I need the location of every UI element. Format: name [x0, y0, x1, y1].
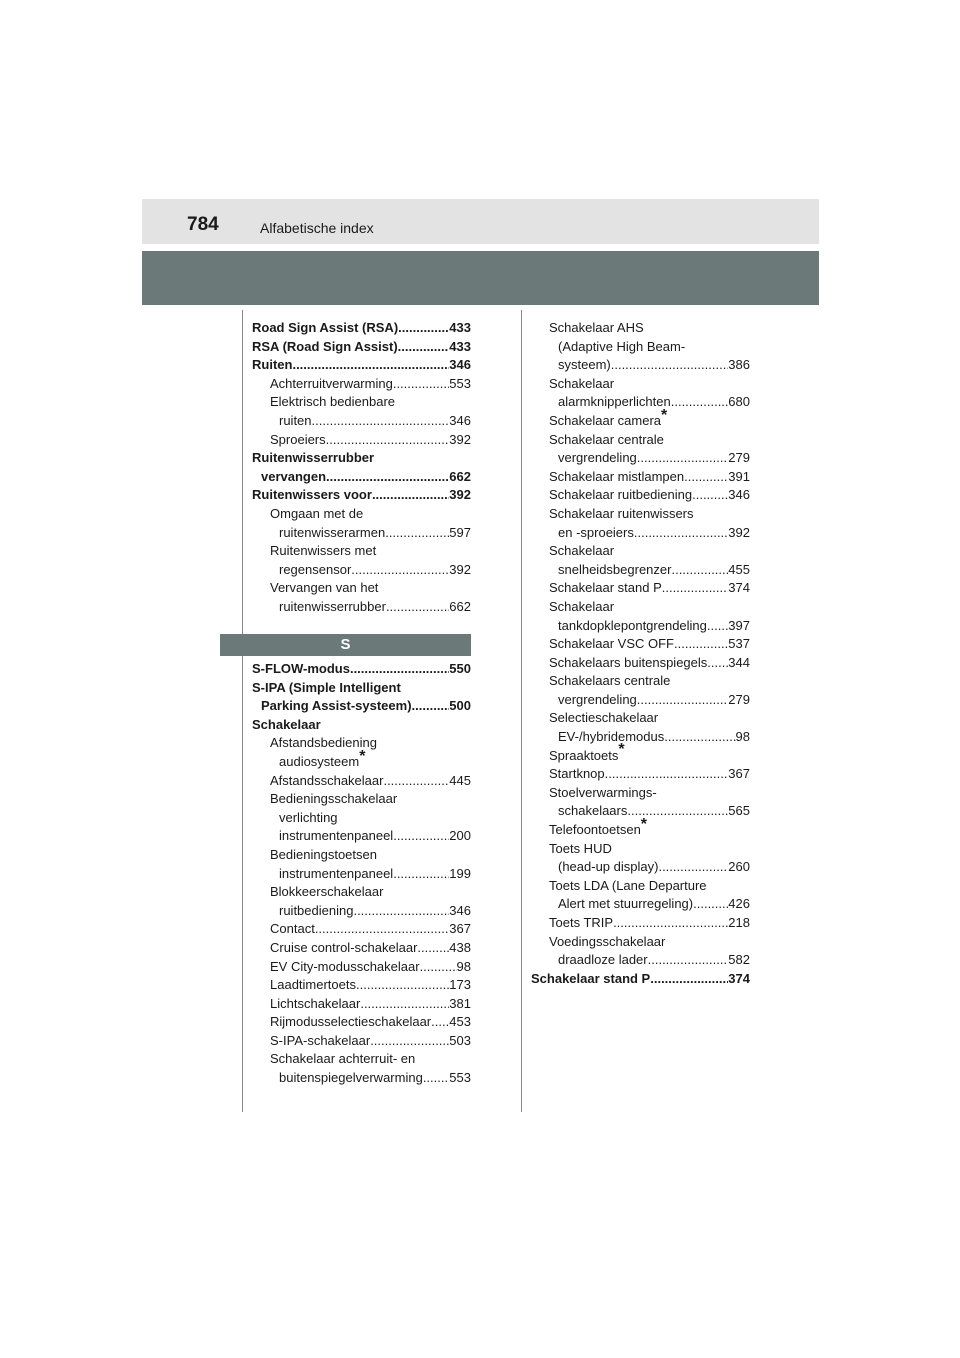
index-entry-text: Schakelaar VSC OFF — [549, 636, 674, 652]
dot-leader — [360, 995, 449, 1014]
footnote-asterisk-icon: * — [359, 747, 366, 765]
index-entry-text: Sproeiers — [270, 431, 326, 447]
page-reference[interactable]: 367 — [728, 766, 750, 782]
index-entry — [252, 579, 471, 616]
dot-leader — [372, 486, 449, 505]
page-reference[interactable]: 374 — [728, 970, 750, 986]
index-entry — [252, 734, 471, 771]
index-entry — [252, 883, 471, 920]
dot-leader — [326, 468, 449, 487]
index-entry — [252, 449, 471, 486]
letter-heading-s: S — [220, 634, 471, 656]
dot-leader — [707, 654, 728, 673]
dot-leader — [312, 412, 450, 431]
index-entry-text: draadloze lader — [558, 952, 648, 968]
page-reference[interactable]: 346 — [449, 902, 471, 918]
index-entry — [531, 505, 750, 542]
index-entry-text: EV-/hybridemodus — [558, 729, 665, 745]
dot-leader — [707, 617, 728, 636]
index-entry-text: Schakelaar — [252, 716, 321, 732]
index-entry-text: Alert met stuurregeling) — [558, 896, 694, 912]
index-entry — [531, 741, 750, 766]
page-reference[interactable]: 200 — [449, 828, 471, 844]
page-reference[interactable]: 438 — [449, 939, 471, 955]
index-entry-text: EV City-modusschakelaar — [270, 958, 420, 974]
column-divider-left — [242, 310, 243, 1112]
dot-leader — [693, 895, 728, 914]
index-entry-text: Contact — [270, 921, 315, 937]
index-entry — [252, 976, 471, 995]
index-entry-text: Schakelaar achterruit- en — [270, 1051, 416, 1067]
page-reference[interactable]: 565 — [728, 803, 750, 819]
index-entry-text: Cruise control-schakelaar — [270, 939, 418, 955]
index-entry-text: Spraaktoets* — [549, 741, 625, 763]
page-reference[interactable]: 346 — [449, 357, 471, 373]
dot-leader — [605, 765, 729, 784]
index-entry-text: S-IPA-schakelaar — [270, 1032, 371, 1048]
index-entry — [252, 375, 471, 394]
section-title: Alfabetische index — [260, 220, 374, 236]
page-reference[interactable]: 550 — [449, 661, 471, 676]
index-entry — [531, 468, 750, 487]
index-entry — [531, 598, 750, 635]
index-entry — [252, 716, 471, 735]
dot-leader — [393, 827, 449, 846]
page-reference[interactable]: 392 — [449, 487, 471, 503]
page-reference[interactable]: 445 — [449, 772, 471, 788]
index-entry — [252, 542, 471, 579]
index-entry-text: instrumentenpaneel — [279, 828, 394, 844]
index-entry-text: Schakelaar — [549, 543, 615, 559]
index-entry-text: S-FLOW-modus — [252, 661, 350, 676]
page-reference[interactable]: 397 — [728, 617, 750, 633]
index-entry-text: Schakelaar centrale — [549, 431, 664, 447]
index-entry-text: ruitenwisserrubber — [279, 598, 386, 614]
page-reference[interactable]: 392 — [728, 524, 750, 540]
index-entry-text: Road Sign Assist (RSA) — [252, 320, 399, 335]
dot-leader — [637, 449, 729, 468]
index-entry — [531, 542, 750, 579]
chapter-band — [142, 251, 819, 305]
index-entry — [531, 765, 750, 784]
index-entry — [252, 939, 471, 958]
page-reference[interactable]: 455 — [728, 561, 750, 577]
index-entry-text: Lichtschakelaar — [270, 995, 361, 1011]
index-entry-text: snelheidsbegrenzer — [558, 561, 672, 577]
header-band — [142, 199, 819, 244]
footnote-asterisk-icon: * — [618, 741, 625, 759]
dot-leader — [350, 660, 449, 679]
dot-leader — [648, 951, 729, 970]
index-entry — [531, 709, 750, 746]
index-entry-text: regensensor — [279, 561, 352, 577]
page-reference[interactable]: 367 — [449, 921, 471, 937]
index-entry — [252, 393, 471, 430]
dot-leader — [692, 486, 728, 505]
index-entry-text: Ruitenwissers met — [270, 543, 377, 559]
page-reference[interactable]: 503 — [449, 1032, 471, 1048]
index-entry-text: Afstandsschakelaar — [270, 772, 384, 788]
dot-leader — [431, 1013, 449, 1032]
index-entry-text: alarmknipperlichten — [558, 394, 671, 410]
index-entry-text: Toets TRIP — [549, 915, 614, 930]
dot-leader — [326, 431, 450, 450]
page-reference[interactable]: 680 — [728, 394, 750, 410]
dot-leader — [613, 914, 728, 933]
index-entry — [531, 672, 750, 709]
index-entry-text: Ruitenwissers voor — [252, 487, 372, 503]
dot-leader — [637, 691, 729, 710]
dot-leader — [684, 468, 728, 487]
index-entry-text: vervangen — [261, 468, 327, 484]
page-reference[interactable]: 433 — [449, 338, 471, 354]
index-entry — [252, 660, 471, 679]
index-entry-text: Toets HUD — [549, 840, 612, 856]
index-entry-text: Afstandsbediening — [270, 735, 377, 751]
index-entry-text: Schakelaar AHS — [549, 320, 644, 335]
column-divider-middle — [521, 310, 522, 1112]
dot-leader — [393, 865, 449, 884]
index-entry — [252, 431, 471, 450]
index-entry-text: Schakelaars buitenspiegels — [549, 654, 708, 670]
page-reference[interactable]: 392 — [449, 561, 471, 577]
index-entry — [531, 933, 750, 970]
index-entry-text: Schakelaars centrale — [549, 673, 671, 689]
index-entry — [531, 375, 750, 412]
index-entry-text: (Adaptive High Beam- — [558, 338, 686, 354]
page-reference[interactable]: 98 — [456, 958, 471, 974]
index-entry-text: Elektrisch bedienbare — [270, 394, 396, 410]
index-entry-text: Parking Assist-systeem) — [261, 698, 412, 714]
footnote-asterisk-icon: * — [661, 406, 668, 424]
index-entry — [531, 319, 750, 375]
page-reference[interactable]: 582 — [728, 952, 750, 968]
dot-leader — [634, 524, 728, 543]
dot-leader — [370, 1032, 449, 1051]
dot-leader — [417, 939, 449, 958]
index-entry-text: (head-up display) — [558, 859, 659, 875]
index-entry-text: Schakelaar ruitenwissers — [549, 505, 694, 521]
index-entry — [531, 406, 750, 431]
page-reference[interactable]: 279 — [728, 691, 750, 707]
dot-leader — [398, 319, 449, 338]
index-entry — [252, 772, 471, 791]
index-entry — [252, 1032, 471, 1051]
index-entry-text: Bedieningsschakelaar — [270, 791, 398, 807]
dot-leader — [420, 958, 457, 977]
page-reference[interactable]: 199 — [449, 865, 471, 881]
index-entry — [252, 920, 471, 939]
index-entry — [531, 431, 750, 468]
index-entry-text: Ruitenwisserrubber — [252, 450, 375, 466]
dot-leader — [292, 356, 449, 375]
index-entry — [252, 1050, 471, 1087]
index-entry — [252, 505, 471, 542]
page-reference[interactable]: 553 — [449, 1070, 471, 1086]
dot-leader — [315, 920, 449, 939]
index-entry-text: Stoelverwarmings- — [549, 784, 657, 800]
index-entry — [531, 815, 750, 840]
index-entry-text: vergrendeling — [558, 691, 637, 707]
index-entry-text: Voedingsschakelaar — [549, 933, 666, 949]
page-reference[interactable]: 260 — [728, 859, 750, 875]
page-reference[interactable]: 433 — [449, 320, 471, 335]
index-entry-text: Startknop — [549, 766, 605, 782]
page-reference[interactable]: 344 — [728, 654, 750, 670]
page-reference[interactable]: 346 — [449, 412, 471, 428]
dot-leader — [383, 772, 449, 791]
index-entry-text: schakelaars — [558, 803, 628, 819]
index-entry — [252, 995, 471, 1014]
page-reference[interactable]: 500 — [449, 698, 471, 714]
page-reference[interactable]: 218 — [728, 915, 750, 930]
index-entry — [531, 840, 750, 877]
index-entry — [531, 654, 750, 673]
dot-leader — [423, 1069, 449, 1088]
page-reference[interactable]: 392 — [449, 431, 471, 447]
page-reference[interactable]: 662 — [449, 598, 471, 614]
index-entry — [252, 790, 471, 846]
index-entry — [531, 579, 750, 598]
dot-leader — [674, 635, 728, 654]
page-reference[interactable]: 453 — [449, 1014, 471, 1030]
index-entry-text: Schakelaar camera* — [549, 406, 668, 428]
index-column-1-bottom — [252, 660, 471, 1088]
dot-leader — [351, 561, 449, 580]
dot-leader — [356, 976, 449, 995]
index-entry-text: S-IPA (Simple Intelligent — [252, 679, 401, 695]
dot-leader — [662, 579, 729, 598]
dot-leader — [398, 338, 450, 357]
index-entry-text: RSA (Road Sign Assist) — [252, 338, 398, 354]
index-entry-text: tankdopklepontgrendeling — [558, 617, 707, 633]
page-reference[interactable]: 426 — [728, 896, 750, 912]
index-entry-text: Blokkeerschakelaar — [270, 884, 384, 900]
index-entry-text: Schakelaar — [549, 598, 615, 614]
index-entry-text: Vervangen van het — [270, 580, 379, 596]
index-column-1-top — [252, 319, 471, 617]
page-reference[interactable]: 662 — [449, 468, 471, 484]
dot-leader — [658, 858, 728, 877]
page-number: 784 — [187, 214, 219, 235]
index-entry — [531, 486, 750, 505]
index-entry-text: Achterruitverwarming — [270, 375, 393, 391]
page-reference[interactable]: 386 — [728, 357, 750, 373]
index-entry-text: Rijmodusselectieschakelaar — [270, 1014, 432, 1030]
index-entry-text: verlichting — [279, 809, 338, 825]
index-entry-text: Ruiten — [252, 357, 293, 373]
page-reference[interactable]: 173 — [449, 977, 471, 993]
index-entry-text: Bedieningstoetsen — [270, 846, 377, 862]
dot-leader — [353, 902, 449, 921]
footnote-asterisk-icon: * — [640, 815, 648, 833]
dot-leader — [671, 393, 729, 412]
index-entry-text: instrumentenpaneel — [279, 865, 394, 881]
dot-leader — [393, 375, 449, 394]
page-reference[interactable]: 597 — [449, 524, 471, 540]
index-entry-text: vergrendeling — [558, 450, 637, 466]
index-column-2 — [531, 319, 750, 988]
index-entry — [531, 970, 750, 989]
index-entry-text: buitenspiegelverwarming — [279, 1070, 423, 1086]
index-entry-text: Omgaan met de — [270, 505, 364, 521]
dot-leader — [412, 697, 450, 716]
index-entry-text: ruitbediening — [279, 902, 354, 918]
page-reference[interactable]: 553 — [449, 375, 471, 391]
index-entry-text: en -sproeiers — [558, 524, 634, 540]
index-entry-text: ruitenwisserarmen — [279, 524, 386, 540]
index-entry-text: Schakelaar ruitbediening — [549, 487, 693, 503]
dot-leader — [650, 970, 728, 989]
index-entry — [252, 679, 471, 716]
page-reference[interactable]: 374 — [728, 580, 750, 596]
index-entry-text: Selectieschakelaar — [549, 710, 659, 726]
index-entry — [252, 338, 471, 357]
page-reference[interactable]: 537 — [728, 636, 750, 652]
index-entry — [252, 486, 471, 505]
page-reference[interactable]: 346 — [728, 487, 750, 503]
index-entry-text: Schakelaar stand P — [531, 970, 651, 986]
index-entry — [531, 914, 750, 933]
index-entry — [252, 319, 471, 338]
dot-leader — [664, 728, 735, 747]
index-entry-text: audiosysteem* — [279, 747, 366, 769]
index-entry — [531, 877, 750, 914]
index-entry-text: Telefoontoetsen* — [549, 815, 648, 838]
index-entry — [531, 635, 750, 654]
page-reference[interactable]: 391 — [728, 468, 750, 484]
index-entry — [252, 846, 471, 883]
index-entry-text: Schakelaar stand P — [549, 580, 662, 596]
index-entry — [252, 356, 471, 375]
index-entry-text: Schakelaar mistlampen — [549, 468, 685, 484]
index-entry-text: Laadtimertoets — [270, 977, 356, 993]
index-entry-text: Toets LDA (Lane Departure — [549, 877, 707, 893]
dot-leader — [671, 561, 728, 580]
dot-leader — [611, 356, 729, 375]
index-entry — [252, 958, 471, 977]
page-reference[interactable]: 381 — [449, 995, 471, 1011]
page-reference[interactable]: 98 — [735, 729, 750, 745]
dot-leader — [385, 524, 449, 543]
dot-leader — [386, 598, 449, 617]
page-reference[interactable]: 279 — [728, 450, 750, 466]
index-entry — [252, 1013, 471, 1032]
index-entry-text: systeem) — [558, 357, 611, 373]
index-entry-text: Schakelaar — [549, 375, 615, 391]
index-entry-text: ruiten — [279, 412, 312, 428]
